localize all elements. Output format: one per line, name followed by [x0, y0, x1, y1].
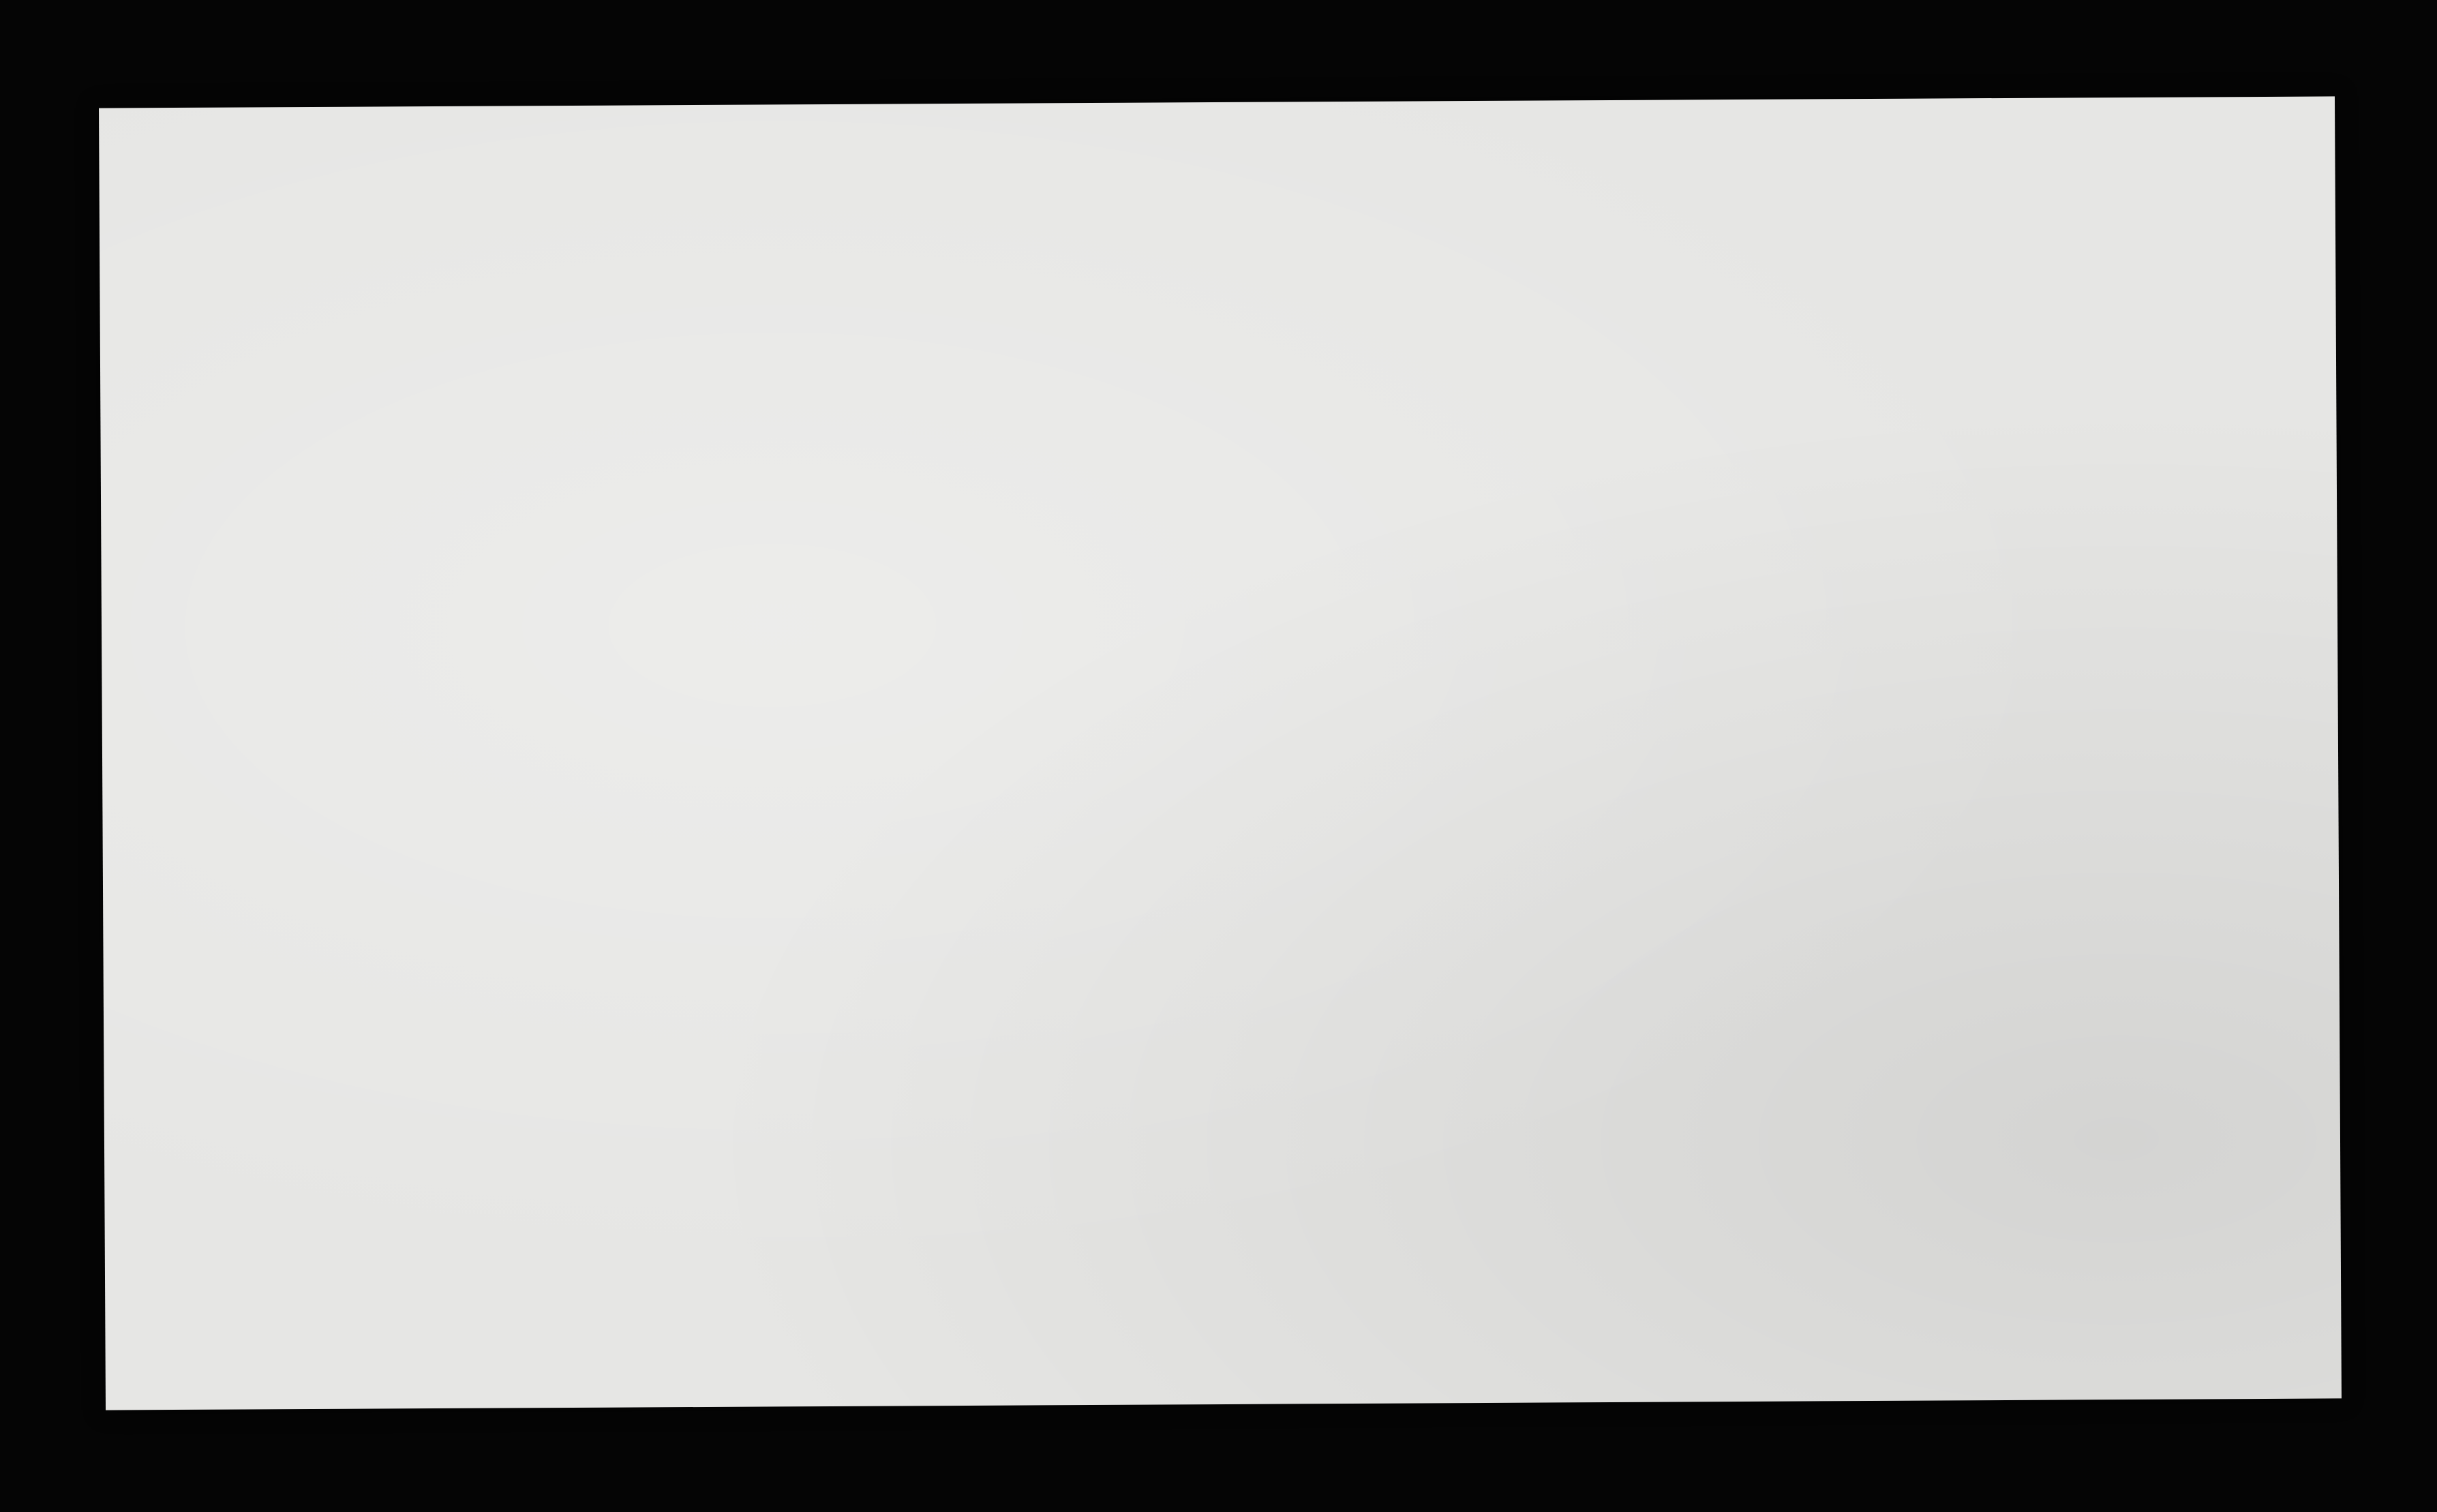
middle-section	[115, 479, 2299, 954]
census-card	[99, 96, 2342, 1410]
lease-table	[117, 941, 2301, 1389]
crop-table	[113, 162, 2296, 494]
